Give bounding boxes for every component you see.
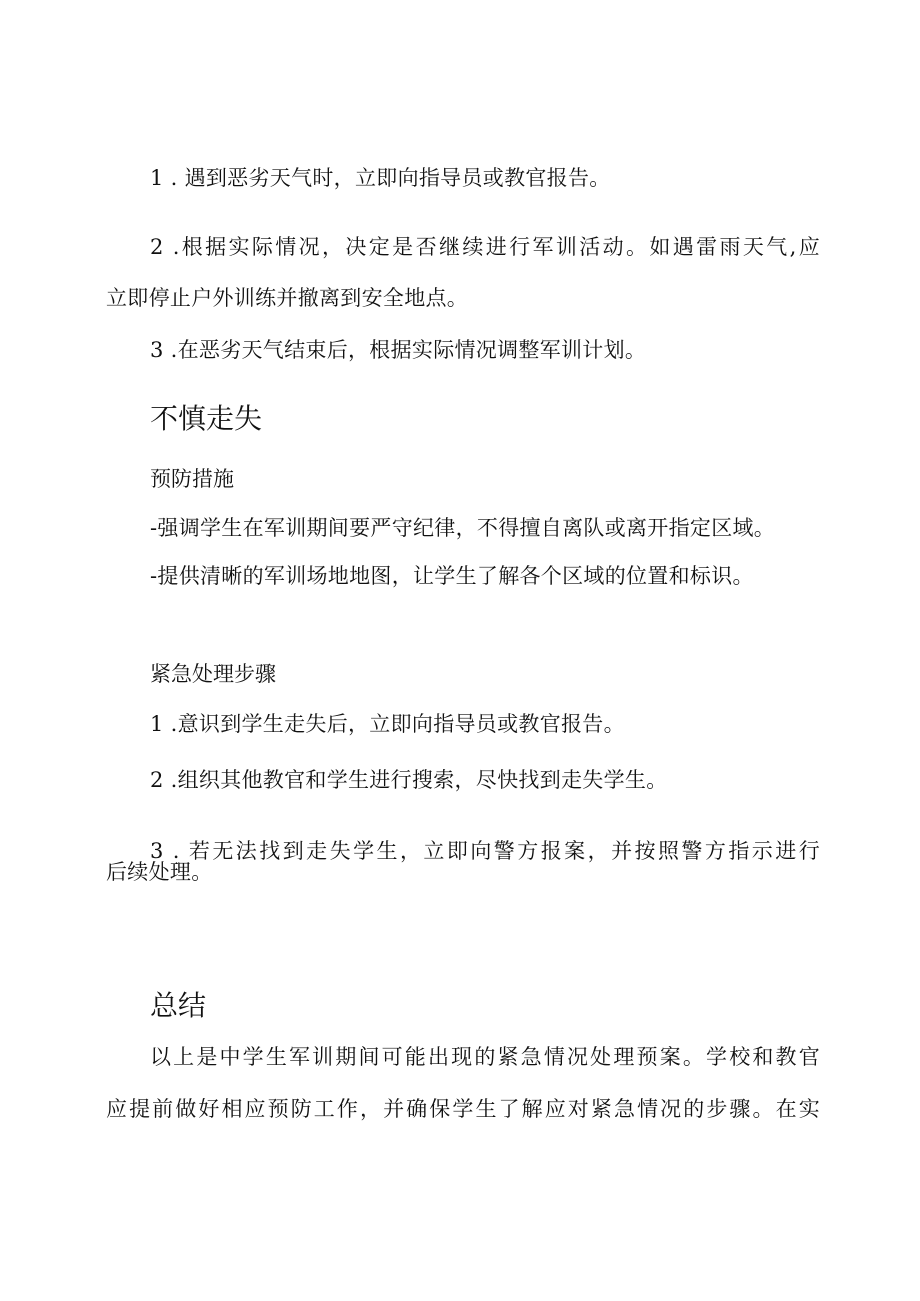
weather-step-1: 1 . 遇到恶劣天气时，立即向指导员或教官报告。 xyxy=(150,166,611,190)
emergency-step-2: 2 .组织其他教官和学生进行搜索，尽快找到走失学生。 xyxy=(150,768,668,792)
subheading-emergency-steps: 紧急处理步骤 xyxy=(150,662,276,686)
section-heading-lost: 不慎走失 xyxy=(150,402,263,435)
emergency-step-3-line-1: 3 . 若无法找到走失学生，立即向警方报案，并按照警方指示进行 xyxy=(150,839,820,863)
prevention-item-2: -提供清晰的军训场地地图，让学生了解各个区域的位置和标识。 xyxy=(150,564,754,588)
emergency-step-3-line-2: 后续处理。 xyxy=(106,860,213,884)
subheading-prevention: 预防措施 xyxy=(150,467,234,491)
emergency-step-1: 1 .意识到学生走失后，立即向指导员或教官报告。 xyxy=(150,712,625,736)
section-heading-summary: 总结 xyxy=(150,989,207,1022)
weather-step-2-line-1: 2 .根据实际情况，决定是否继续进行军训活动。如遇雷雨天气,应 xyxy=(150,235,820,259)
weather-step-2-line-2: 立即停止户外训练并撤离到安全地点。 xyxy=(106,286,469,310)
summary-line-1: 以上是中学生军训期间可能出现的紧急情况处理预案。学校和教官 xyxy=(150,1045,820,1069)
summary-line-2: 应提前做好相应预防工作，并确保学生了解应对紧急情况的步骤。在实 xyxy=(106,1097,820,1121)
prevention-item-1: -强调学生在军训期间要严守纪律，不得擅自离队或离开指定区域。 xyxy=(150,516,776,540)
weather-step-3: 3 .在恶劣天气结束后，根据实际情况调整军训计划。 xyxy=(150,338,647,362)
